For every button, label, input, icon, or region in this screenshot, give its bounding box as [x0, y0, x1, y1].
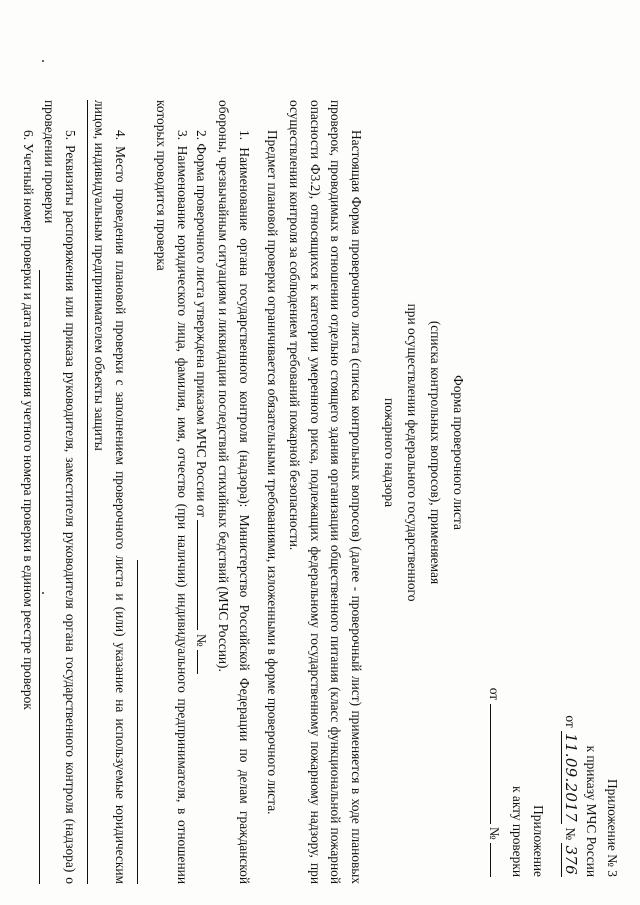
intro-paragraph: Настоящая Форма проверочного листа (списка контрольных вопросов) (далее - проверочный лист) применяется в ходе плановых проверок, проводимых в отношении отдельно стоящего здания организации общественного питания (класс функциональной пожарной опасности Ф3.2), относящихся к категории умеренного риска, подлежащих федеральному государственному пожарному надзору, при осуществлении контроля за соблюдением требований пожарной безопасности.	[287, 100, 364, 884]
item-6: 6. Учетный номер проверки и дата присвоения учетного номера проверки в едином реестре проверок	[21, 130, 36, 710]
intro-paragraph-block	[284, 100, 366, 884]
item-2-date-blank	[197, 520, 212, 630]
form-title-line-4: пожарного надзора	[382, 397, 397, 508]
item-3: 3. Наименование юридического лица, фамилия, имя, отчество (при наличии) индивидуального предпринимателя, в отношении которых проводится проверка	[154, 100, 190, 884]
order-reference: к приказу МЧС России	[584, 745, 600, 877]
attachment-title: Приложение	[531, 805, 546, 877]
item-3-fill-line	[137, 560, 138, 884]
item-6-block	[17, 100, 38, 884]
subject-paragraph-block	[261, 100, 282, 884]
item-2-line	[190, 100, 212, 884]
item-2-text: 2. Форма проверочного листа утверждена приказом МЧС России от	[194, 130, 209, 518]
item-1-block	[213, 100, 254, 884]
act-date-blank	[490, 704, 505, 824]
item-5: 5. Реквизиты распоряжения или приказа руководителя, заместителя руководителя органа государственного контроля (надзора) о проведении проверки	[42, 100, 78, 884]
item-2-number-blank	[197, 650, 212, 674]
item-3-block	[151, 100, 192, 884]
scan-speck	[42, 60, 44, 62]
scan-speck	[42, 592, 44, 594]
item-1: 1. Наименование органа государственного контроля (надзора): Министерство Российской Федерации по делам гражданской обороны, чрезвычайным ситуациям и ликвидации последствий стихийных бедствий (МЧС России).	[216, 100, 252, 884]
item-5-fill-line	[39, 270, 40, 884]
act-number-blank	[490, 843, 505, 877]
form-title-line-1: Форма проверочного листа	[451, 375, 466, 530]
order-date-line: от 11.09.2017 № 376	[561, 715, 580, 875]
appendix-number: Приложение № 3	[605, 778, 620, 877]
item-2-number-sign: №	[194, 633, 209, 647]
appendix-header	[559, 715, 622, 877]
form-title-line-2: (списка контрольных вопросов), применяемая	[428, 320, 443, 585]
form-title-line-3: при осуществлении федерального государственного	[405, 303, 420, 602]
act-date-line: от №	[483, 688, 505, 877]
item-4-fill-line	[87, 100, 88, 884]
item-4: 4. Место проведения плановой проверки с заполнением проверочного листа и (или) указание на используемые юридическим лицом, индивидуальным предпринимателем объекты защиты	[92, 100, 128, 884]
attachment-reference: к акту проверки	[510, 786, 526, 877]
item-2-block	[190, 100, 212, 884]
item-4-block	[89, 100, 130, 884]
act-attachment-header	[483, 688, 548, 877]
order-date-handwritten: 11.09.2017	[561, 733, 580, 822]
item-5-block	[39, 100, 80, 884]
subject-paragraph: Предмет плановой проверки ограничивается обязательными требованиями, изложенными в форме проверочного листа.	[265, 130, 280, 815]
order-number-handwritten: 376	[561, 845, 580, 875]
